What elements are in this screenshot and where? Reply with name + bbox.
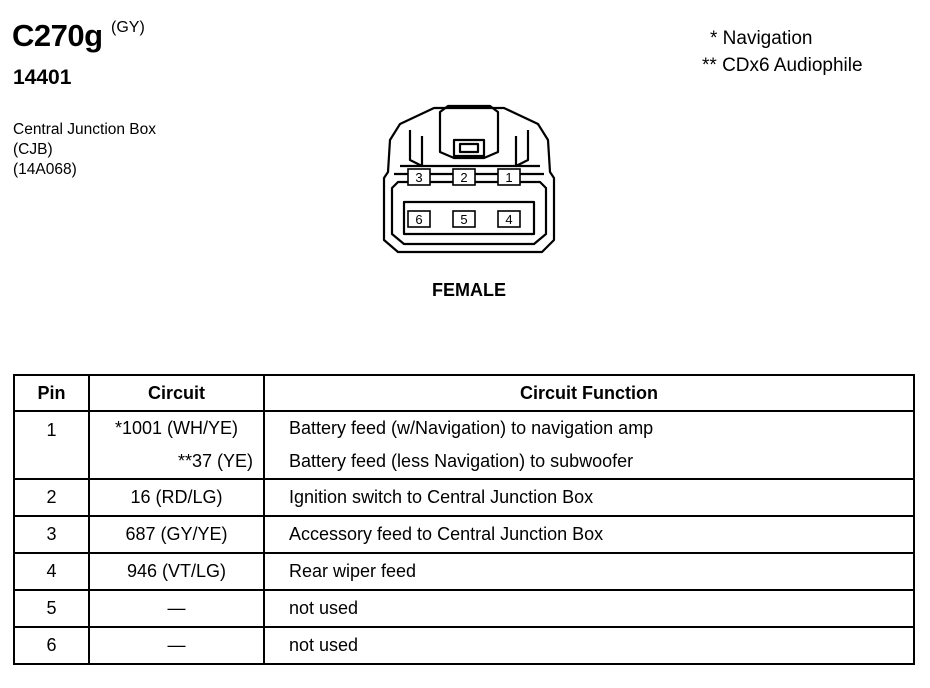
pin-cell: 4: [14, 553, 89, 590]
function-cell: not used: [264, 590, 914, 627]
function-cell: Ignition switch to Central Junction Box: [264, 479, 914, 516]
pin-cell: 1: [14, 411, 89, 479]
table-row: [14, 516, 914, 553]
circuit-cell: **37 (YE): [89, 445, 264, 479]
circuit-cell: 687 (GY/YE): [89, 516, 264, 553]
component-base-number: (14A068): [13, 161, 77, 178]
table-row: [14, 479, 914, 516]
table-row: [14, 590, 914, 627]
pin-cell: 5: [14, 590, 89, 627]
pinout-table: [13, 374, 915, 665]
column-header-pin: Pin: [14, 375, 89, 411]
legend-audiophile: ** CDx6 Audiophile: [702, 55, 863, 76]
table-header-row: [14, 375, 914, 411]
pin-number-5: 5: [460, 212, 468, 227]
component-abbrev: (CJB): [13, 141, 53, 158]
connector-face-diagram: [364, 102, 574, 268]
table-row: [14, 627, 914, 664]
circuit-cell: 946 (VT/LG): [89, 553, 264, 590]
function-cell: Battery feed (w/Navigation) to navigation amp: [264, 411, 914, 445]
latch-window: [454, 140, 484, 156]
pin-number-3: 3: [415, 170, 423, 185]
view-label: FEMALE: [432, 280, 506, 300]
connector-drawing: [364, 102, 574, 268]
column-header-circuit: Circuit: [89, 375, 264, 411]
component-description: [13, 120, 156, 180]
function-cell: Accessory feed to Central Junction Box: [264, 516, 914, 553]
circuit-cell: —: [89, 590, 264, 627]
legend-navigation: * Navigation: [710, 28, 813, 49]
pin-number-4: 4: [505, 212, 513, 227]
part-number: 14401: [13, 66, 72, 89]
function-cell: not used: [264, 627, 914, 664]
pin-number-6: 6: [415, 212, 423, 227]
pin-cell: 3: [14, 516, 89, 553]
circuit-cell: —: [89, 627, 264, 664]
pin-number-1: 1: [505, 170, 513, 185]
connector-id: C270g: [12, 18, 103, 53]
pin-cell: 6: [14, 627, 89, 664]
pin-number-2: 2: [460, 170, 468, 185]
footnote-legend: [702, 25, 863, 79]
circuit-cell: *1001 (WH/YE): [89, 411, 264, 445]
component-name: Central Junction Box: [13, 121, 157, 138]
circuit-cell: 16 (RD/LG): [89, 479, 264, 516]
pin-cell: 2: [14, 479, 89, 516]
function-cell: Rear wiper feed: [264, 553, 914, 590]
table-row: [14, 553, 914, 590]
column-header-function: Circuit Function: [264, 375, 914, 411]
function-cell: Battery feed (less Navigation) to subwoofer: [264, 445, 914, 479]
table-row: [14, 411, 914, 445]
connector-color: (GY): [111, 19, 145, 36]
connector-title: [12, 18, 145, 54]
table-row: [14, 445, 914, 479]
connector-latch: [440, 106, 498, 158]
